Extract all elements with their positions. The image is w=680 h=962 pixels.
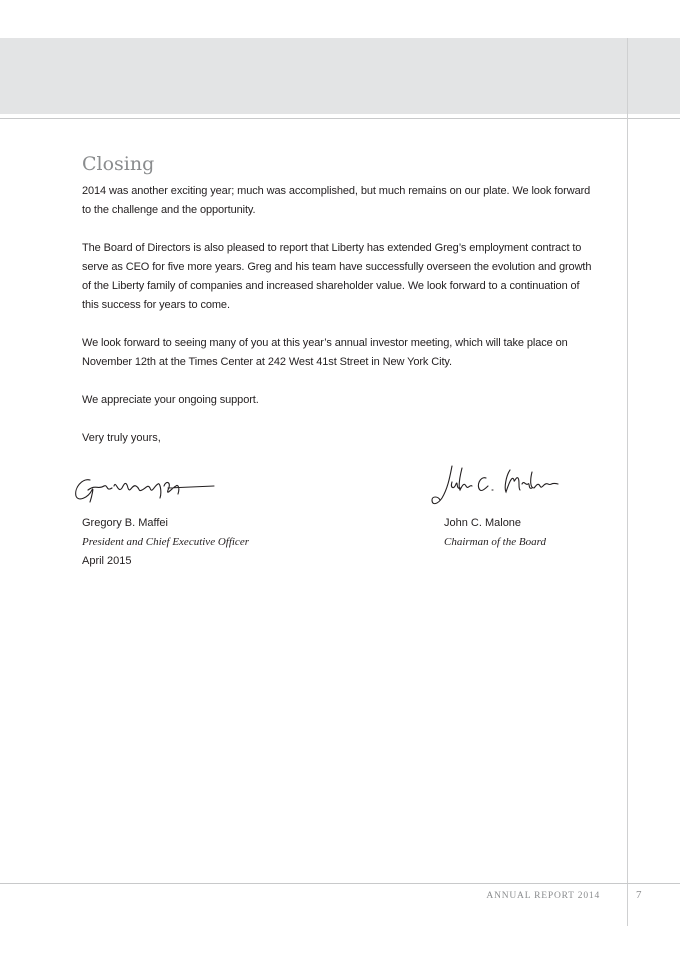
malone-signature [428,462,564,514]
footer-divider [0,883,680,884]
paragraph-3: We look forward to seeing many of you at this year’s annual investor meeting, which will take place on November 12th at the Times Center at 242 West 41st Street in New York City. [82,337,568,368]
left-signatory-title: President and Chief Executive Officer [82,536,249,548]
footer-report-label: ANNUAL REPORT 2014 [486,891,600,901]
paragraph-4: We appreciate your ongoing support. [82,394,259,406]
left-signatory-name: Gregory B. Maffei [82,517,168,529]
letter-date: April 2015 [82,555,132,567]
letter-body [82,152,592,448]
paragraph-1: 2014 was another exciting year; much was accomplished, but much remains on our plate. We look forward to the challenge and the opportunity. [82,185,591,216]
section-title: Closing [82,153,155,175]
maffei-signature [68,466,218,510]
header-band [0,38,680,114]
right-signatory-title: Chairman of the Board [444,536,546,548]
margin-divider [627,38,628,926]
signature-block [82,462,602,582]
header-divider [0,118,680,119]
page-number: 7 [636,889,642,901]
paragraph-2: The Board of Directors is also pleased to report that Liberty has extended Greg’s employment contract to serve as CEO for five more years. Greg and his team have successfully overseen the evolution and growth of the Liberty family of companies and increased shareholder value. We look forward to a continuation of this success for years to come. [82,242,592,311]
right-signatory-name: John C. Malone [444,517,522,529]
closing-salutation: Very truly yours, [82,432,161,444]
